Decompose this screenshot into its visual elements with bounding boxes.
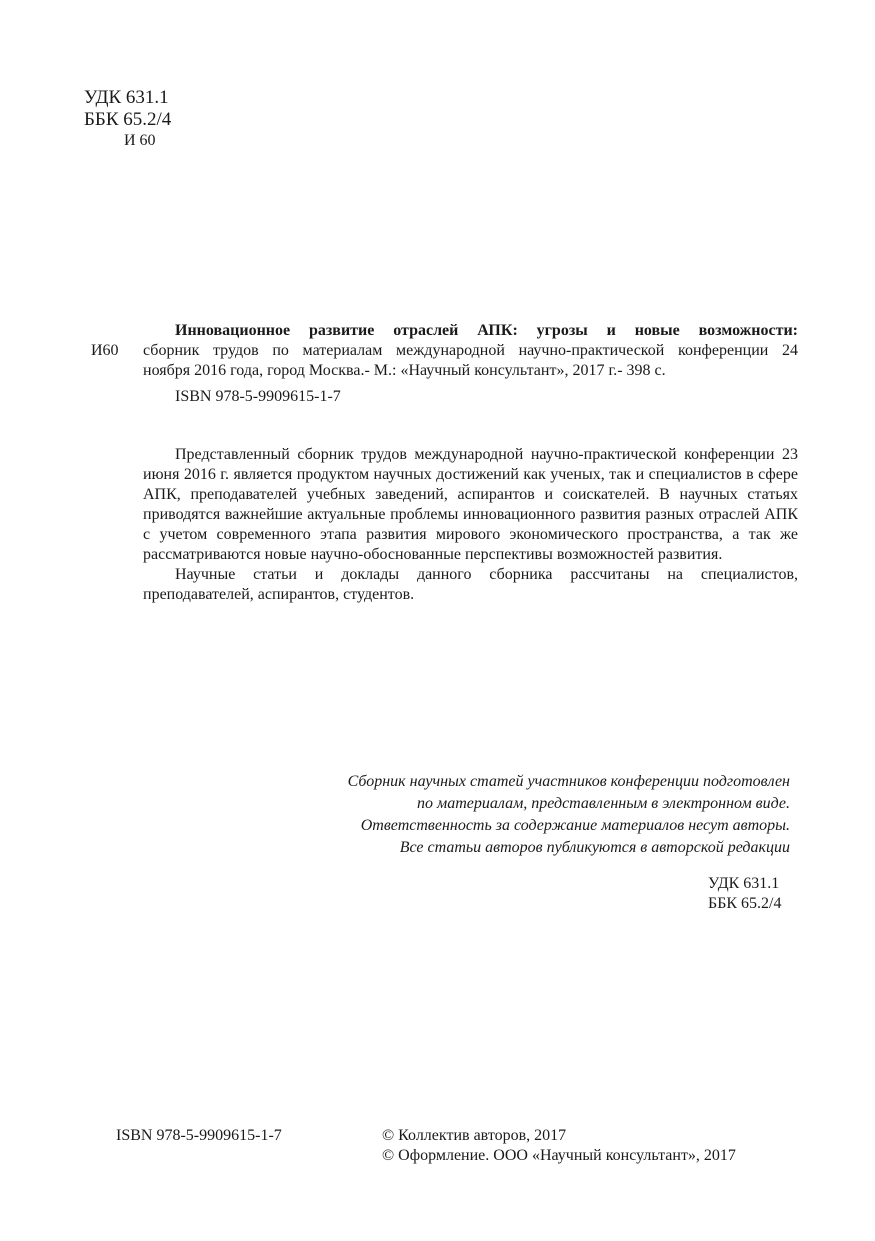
footer-copyright: [382, 1126, 736, 1166]
bbk-code: ББК 65.2/4: [708, 895, 782, 912]
isbn: ISBN 978-5-9909615-1-7: [175, 388, 341, 405]
footer-isbn: ISBN 978-5-9909615-1-7: [116, 1127, 282, 1144]
description-line: ноября 2016 года, город Москва.- М.: «Научный консультант», 2017 г.- 398 с.: [143, 362, 666, 379]
book-description: [143, 341, 798, 381]
abstract: [143, 445, 798, 605]
bbk-code: ББК 65.2/4: [84, 109, 172, 130]
book-title: Инновационное развитие отраслей АПК: угрозы и новые возможности:: [175, 322, 798, 339]
notice-line: по материалам, представленным в электронном виде.: [417, 795, 790, 812]
author-mark: И 60: [124, 132, 156, 149]
udk-code: УДК 631.1: [84, 87, 169, 108]
description-line: сборник трудов по материалам международной научно-практической конференции 24: [143, 342, 798, 359]
copyright-design: © Оформление. ООО «Научный консультант», 2017: [382, 1147, 736, 1164]
copyright-authors: © Коллектив авторов, 2017: [382, 1127, 567, 1144]
editorial-notice: [290, 771, 790, 859]
notice-line: Ответственность за содержание материалов несут авторы.: [360, 817, 790, 834]
classification-top: [84, 87, 171, 151]
notice-line: Сборник научных статей участников конференции подготовлен: [347, 773, 790, 790]
udk-code: УДК 631.1: [708, 875, 780, 892]
abstract-paragraph: Научные статьи и доклады данного сборника рассчитаны на специалистов, преподавателей, аспирантов, студентов.: [143, 566, 798, 603]
notice-line: Все статьи авторов публикуются в авторской редакции: [399, 839, 790, 856]
abstract-paragraph: Представленный сборник трудов международной научно-практической конференции 23 июня 2016 г. является продуктом научных достижений как ученых, так и специалистов в сфере АПК, преподавателей учебных заведений, аспирантов и соискателей. В научных статьях приводятся важнейшие актуальные проблемы инновационного развития разных отраслей АПК с учетом современного этапа развития мирового экономического пространства, а так же рассматриваются новые научно-обоснованные перспективы возможностей развития.: [143, 446, 798, 563]
classification-right: [708, 874, 782, 914]
bibliographic-record: [143, 321, 798, 407]
biblio-mark: И60: [91, 342, 119, 359]
